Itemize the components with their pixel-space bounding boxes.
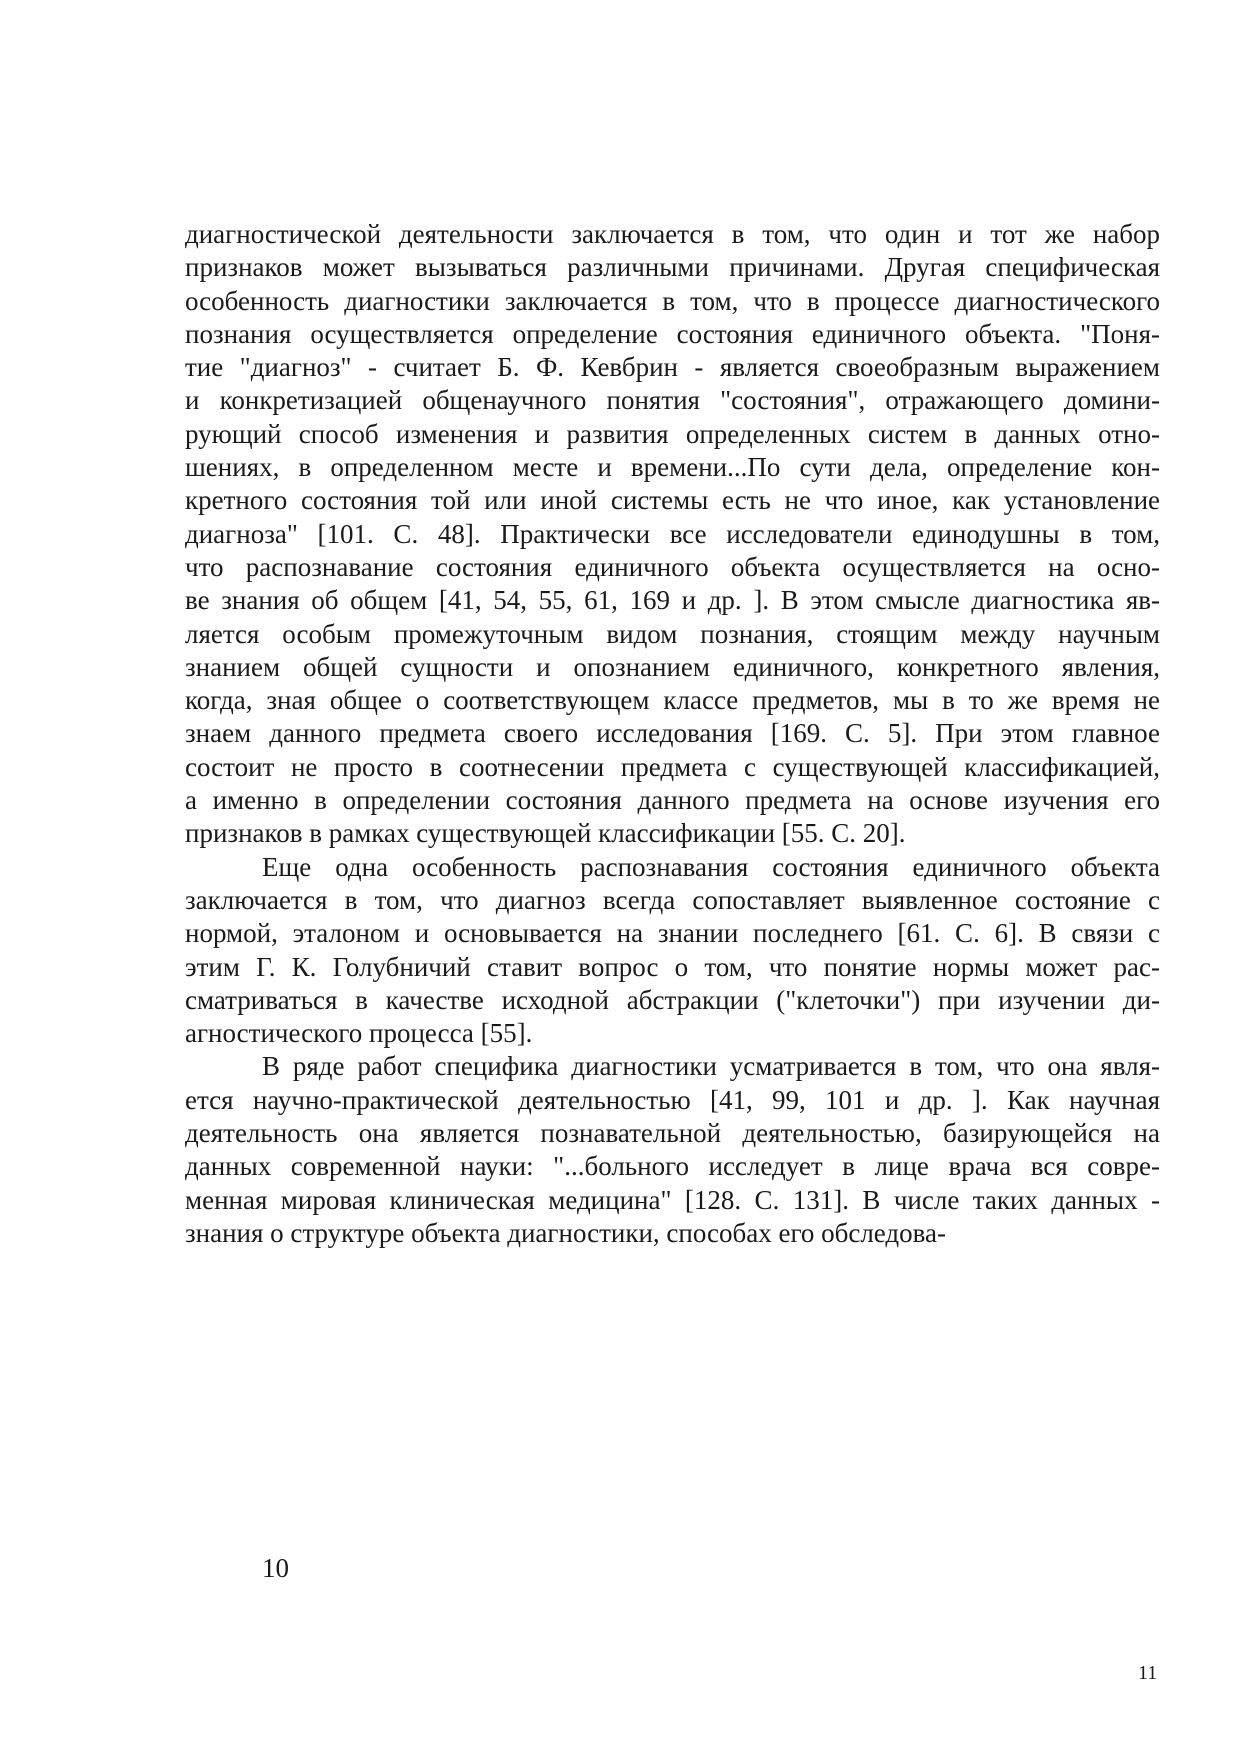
text-line: В ряде работ специфика диагностики усматривается в том, что она явля- bbox=[262, 1051, 1160, 1082]
text-line: знаем данного предмета своего исследования [169. С. 5]. При этом главное bbox=[185, 718, 1160, 749]
text-line: кретного состояния той или иной системы есть не что иное, как установление bbox=[185, 485, 1160, 516]
text-line: познания осуществляется определение состояния единичного объекта. "Поня- bbox=[185, 318, 1160, 349]
text-line: ляется особым промежуточным видом познания, стоящим между научным bbox=[185, 618, 1160, 649]
page-number: 11 bbox=[1138, 1662, 1158, 1684]
text-line: признаков в рамках существующей классификации [55. С. 20]. bbox=[185, 818, 906, 849]
paragraph bbox=[185, 1050, 1160, 1250]
paragraph bbox=[185, 851, 1160, 1051]
text-line: особенность диагностики заключается в том, что в процессе диагностического bbox=[185, 285, 1160, 316]
text-line: признаков может вызываться различными причинами. Другая специфическая bbox=[185, 252, 1160, 283]
text-line: ется научно-практической деятельностью [41, 99, 101 и др. ]. Как научная bbox=[185, 1084, 1160, 1115]
text-line: диагноза" [101. С. 48]. Практически все исследователи единодушны в том, bbox=[185, 518, 1160, 549]
text-line: что распознавание состояния единичного объекта осуществляется на осно- bbox=[185, 551, 1160, 582]
text-line: знания о структуре объекта диагностики, способах его обследова- bbox=[185, 1217, 947, 1248]
text-line: знанием общей сущности и опознанием единичного, конкретного явления, bbox=[185, 651, 1160, 682]
text-line: и конкретизацией общенаучного понятия "состояния", отражающего домини- bbox=[185, 385, 1160, 416]
text-line: когда, зная общее о соответствующем классе предметов, мы в то же время не bbox=[185, 685, 1160, 716]
text-line: менная мировая клиническая медицина" [128. С. 131]. В числе таких данных - bbox=[185, 1184, 1160, 1215]
text-line: ве знания об общем [41, 54, 55, 61, 169 и др. ]. В этом смысле диагностика яв- bbox=[185, 585, 1160, 616]
text-line: деятельность она является познавательной деятельностью, базирующейся на bbox=[185, 1118, 1160, 1149]
text-line: нормой, эталоном и основывается на знании последнего [61. С. 6]. В связи с bbox=[185, 918, 1160, 949]
text-line: сматриваться в качестве исходной абстракции ("клеточки") при изучении ди- bbox=[185, 984, 1160, 1015]
text-line: диагностической деятельности заключается в том, что один и тот же набор bbox=[185, 219, 1160, 249]
text-line: данных современной науки: "...больного исследует в лице врача вся совре- bbox=[185, 1151, 1160, 1182]
text-line: состоит не просто в соотнесении предмета с существующей классификацией, bbox=[185, 751, 1160, 782]
text-line: шениях, в определенном месте и времени...По сути дела, определение кон- bbox=[185, 452, 1160, 483]
text-line: агностического процесса [55]. bbox=[185, 1018, 533, 1049]
text-line: заключается в том, что диагноз всегда сопоставляет выявленное состояние с bbox=[185, 884, 1160, 915]
text-line: рующий способ изменения и развития определенных систем в данных отно- bbox=[185, 418, 1160, 449]
text-line: Еще одна особенность распознавания состояния единичного объекта bbox=[262, 851, 1160, 882]
original-page-folio: 10 bbox=[262, 1553, 289, 1583]
text-line: а именно в определении состояния данного предмета на основе изучения его bbox=[185, 785, 1160, 816]
paragraph bbox=[185, 218, 1160, 851]
text-line: этим Г. К. Голубничий ставит вопрос о том, что понятие нормы может рас- bbox=[185, 951, 1160, 982]
body-text bbox=[185, 218, 1160, 1250]
text-line: тие "диагноз" - считает Б. Ф. Кевбрин - является своеобразным выражением bbox=[185, 352, 1160, 383]
